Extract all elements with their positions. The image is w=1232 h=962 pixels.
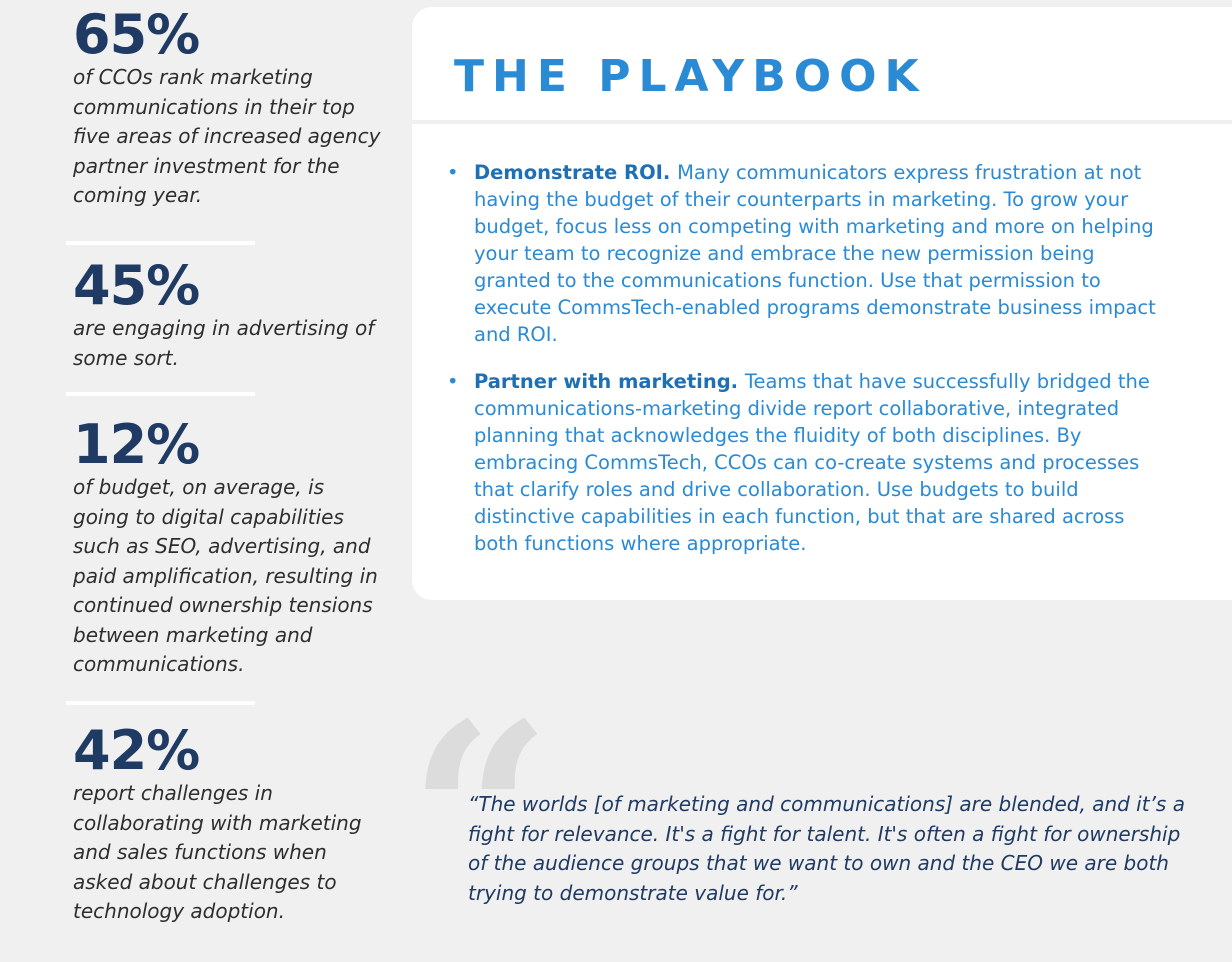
stat-item <box>73 719 383 927</box>
stat-item <box>73 3 383 211</box>
stat-divider <box>66 392 255 396</box>
bullet-text: Teams that have successfully bridged the communications-marketing divide report collaborative, integrated planning that acknowledges the fluidity of both disciplines. By embracing CommsTech, CCOs can co-create systems and processes that clarify roles and drive collaboration. Use budgets to build distinctive capabilities in each function, but that are shared across both functions where appropriate. <box>474 370 1150 555</box>
stat-description: are engaging in advertising of some sort. <box>73 316 375 370</box>
bullet-icon: • <box>447 370 459 393</box>
stat-divider <box>66 701 255 705</box>
stat-description: report challenges in collaborating with marketing and sales functions when asked about challenges to technology adoption. <box>73 781 362 923</box>
playbook-title: THE PLAYBOOK <box>454 51 927 102</box>
bullet-lead: Partner with marketing. <box>474 370 745 393</box>
pull-quote: “The worlds [of marketing and communications] are blended, and it’s a fight for relevance. It's a fight for talent. It's often a fight for ownership of the audience groups that we want to own and the CEO we are both trying to demonstrate value for.” <box>468 792 1185 905</box>
playbook-card <box>412 7 1232 600</box>
stats-column <box>0 0 400 950</box>
playbook-bullet-demonstrate-roi <box>442 159 1172 348</box>
stat-value: 65% <box>73 3 200 66</box>
playbook-title-divider <box>412 120 1232 124</box>
bullet-icon: • <box>447 161 459 184</box>
stat-item <box>73 413 383 680</box>
stat-value: 42% <box>73 719 200 782</box>
stat-description: of CCOs rank marketing communications in their top five areas of increased agency partner investment for the coming year. <box>73 65 381 207</box>
quote-mark-icon: “ <box>408 668 552 962</box>
playbook-list <box>442 159 1172 577</box>
bullet-text: Many communicators express frustration at not having the budget of their counterparts in marketing. To grow your budget, focus less on competing with marketing and more on helping your team to recognize and embrace the new permission being granted to the communications function. Use that permission to execute CommsTech-enabled programs demonstrate business impact and ROI. <box>474 161 1156 346</box>
playbook-bullet-partner-with-marketing <box>442 368 1172 557</box>
stat-description: of budget, on average, is going to digital capabilities such as SEO, advertising, and paid amplification, resulting in continued ownership tensions between marketing and communications. <box>73 475 378 676</box>
bullet-lead: Demonstrate ROI. <box>474 161 678 184</box>
stat-divider <box>66 241 255 245</box>
stat-value: 12% <box>73 413 200 476</box>
stat-value: 45% <box>73 254 200 317</box>
stat-item <box>73 254 383 373</box>
